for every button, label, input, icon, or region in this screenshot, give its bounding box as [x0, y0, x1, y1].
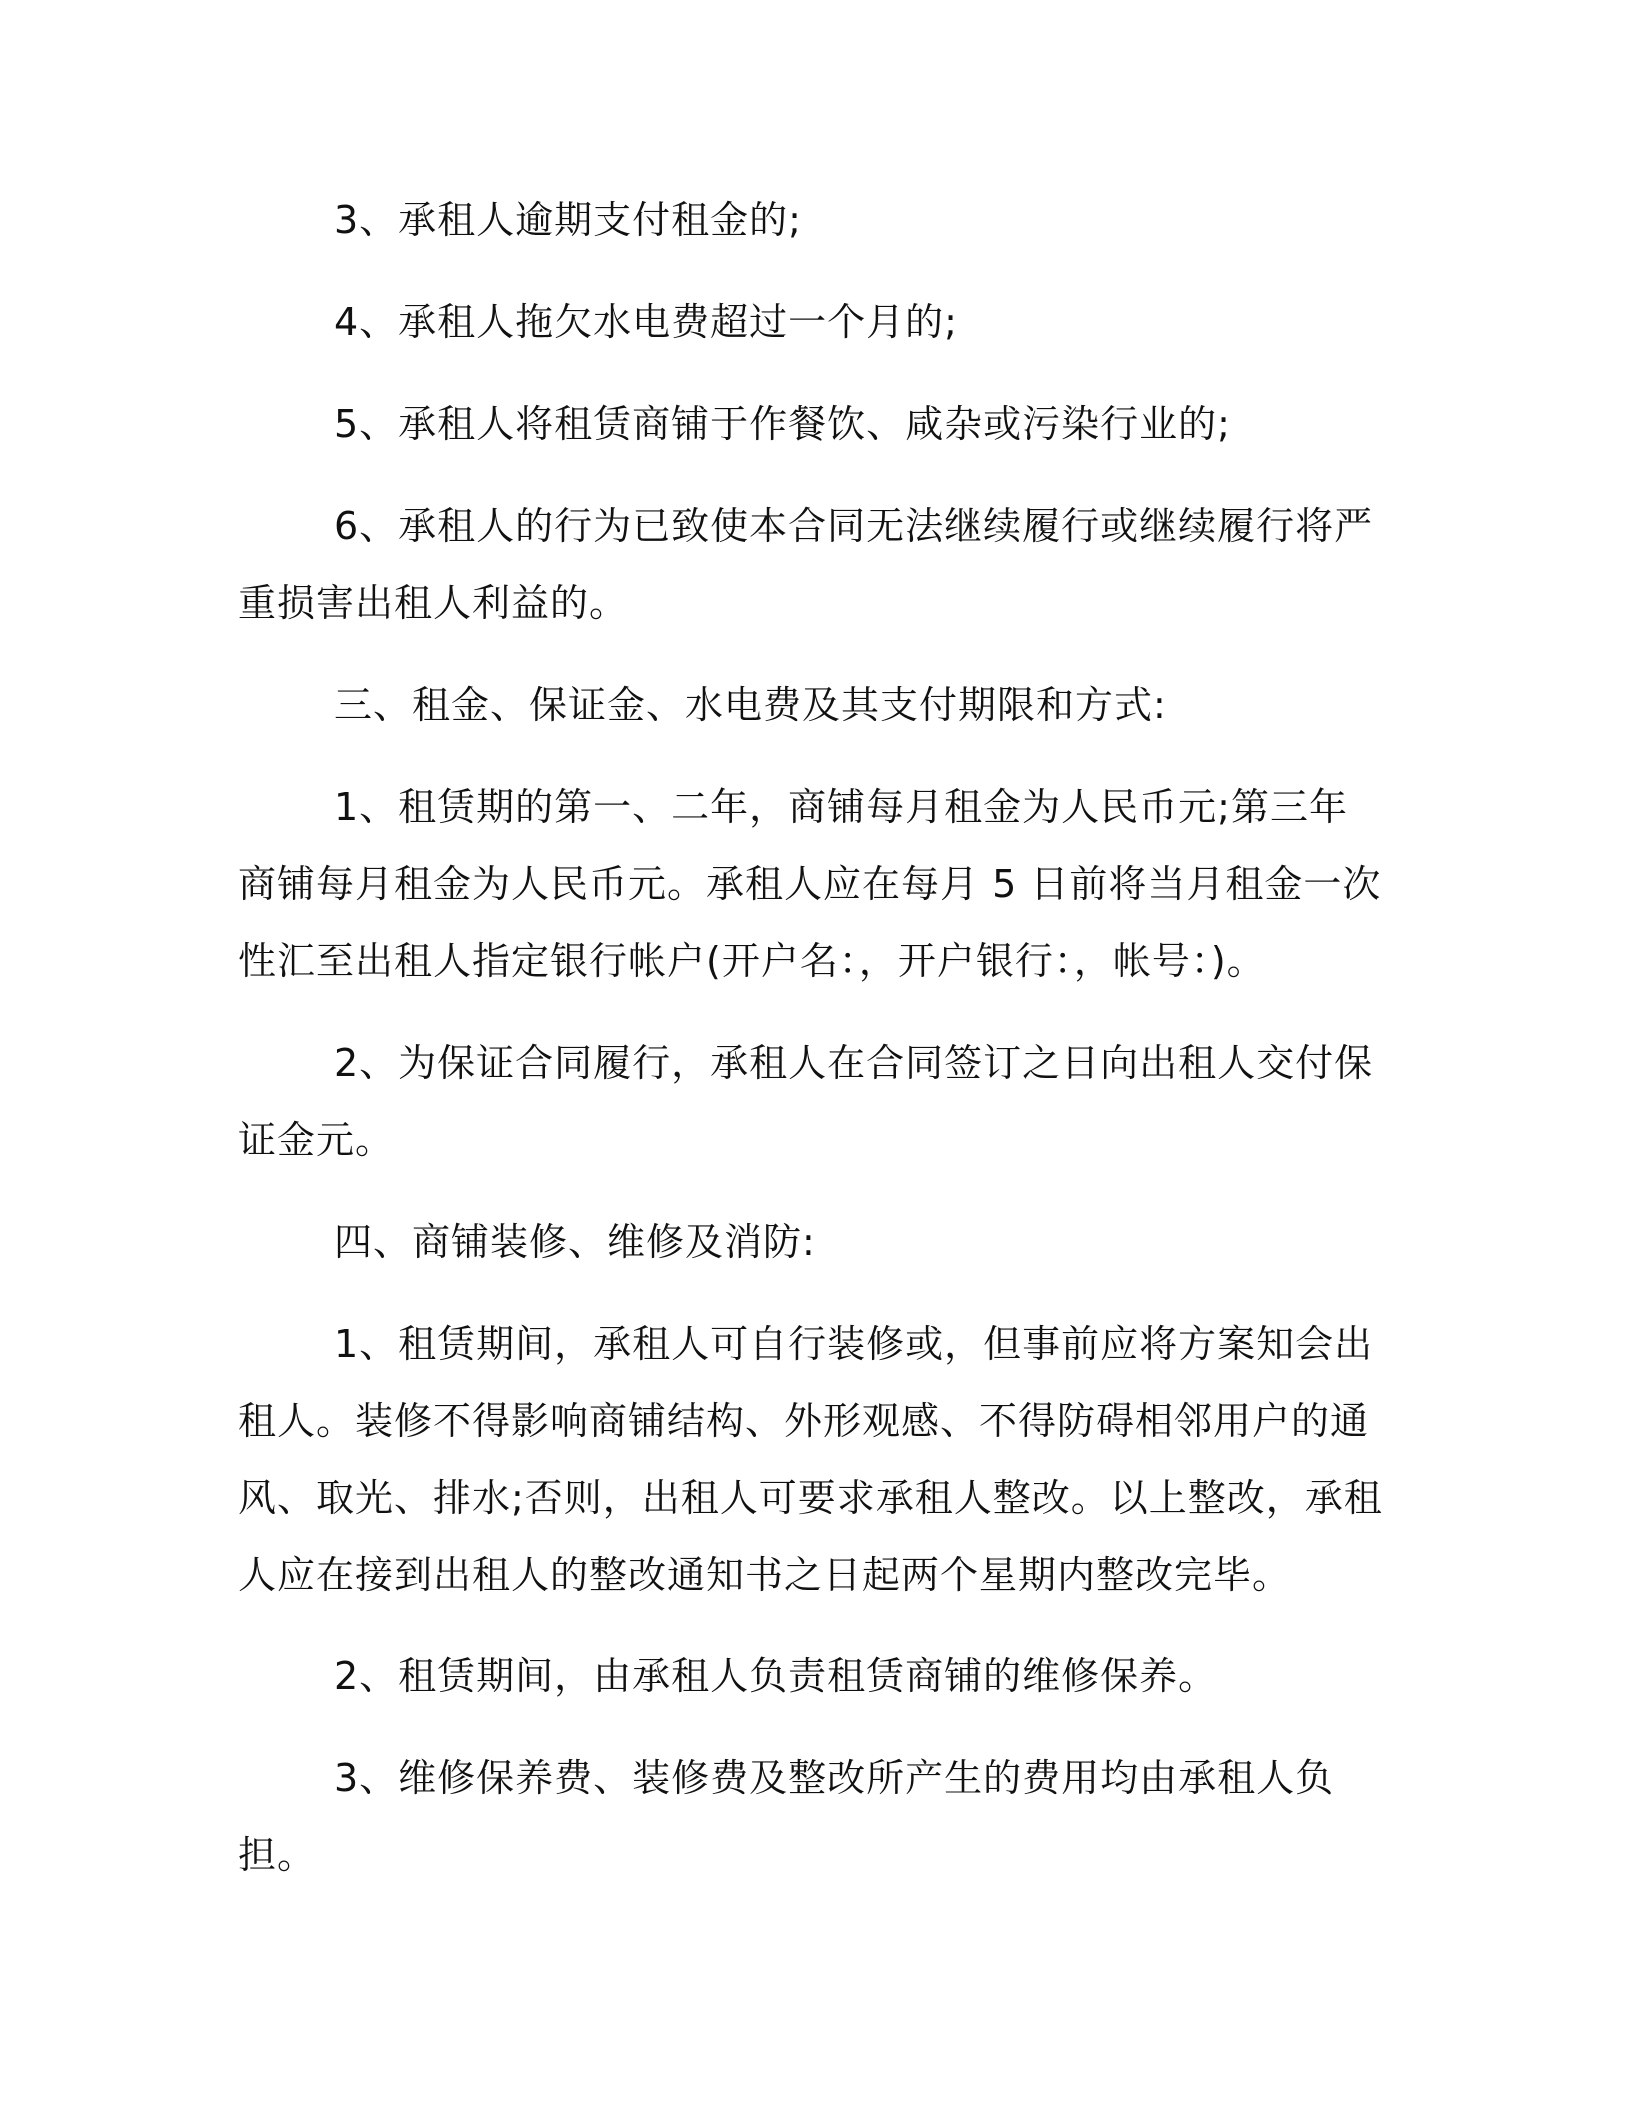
- paragraph-rent-payment: 1、租赁期的第一、二年，商铺每月租金为人民币元;第三年商铺每月租金为人民币元。承租人应在每月 5 日前将当月租金一次性汇至出租人指定银行帐户(开户名：，开户银行：，帐号：)。: [238, 785, 1382, 983]
- paragraph-deposit: 2、为保证合同履行，承租人在合同签订之日向出租人交付保证金元。: [238, 1041, 1374, 1162]
- paragraph-clause-3-overdue-rent: 3、承租人逾期支付租金的;: [334, 198, 802, 242]
- paragraph-renovation-rules: 1、租赁期间，承租人可自行装修或，但事前应将方案知会出租人。装修不得影响商铺结构、外形观感、不得防碍相邻用户的通风、取光、排水;否则，出租人可要求承租人整改。以上整改，承租人应在接到出租人的整改通知书之日起两个星期内整改完毕。: [238, 1322, 1383, 1597]
- paragraph-costs: 3、维修保养费、装修费及整改所产生的费用均由承租人负担。: [238, 1756, 1335, 1877]
- section-heading-rent-deposit: 三、租金、保证金、水电费及其支付期限和方式:: [334, 683, 1167, 727]
- section-heading-renovation: 四、商铺装修、维修及消防:: [334, 1220, 816, 1264]
- paragraph-maintenance: 2、租赁期间，由承租人负责租赁商铺的维修保养。: [334, 1654, 1218, 1698]
- paragraph-clause-4-utility-arrears: 4、承租人拖欠水电费超过一个月的;: [334, 300, 958, 344]
- paragraph-clause-5-prohibited-use: 5、承租人将租赁商铺于作餐饮、咸杂或污染行业的;: [334, 402, 1231, 446]
- paragraph-clause-6-breach: 6、承租人的行为已致使本合同无法继续履行或继续履行将严重损害出租人利益的。: [238, 504, 1374, 625]
